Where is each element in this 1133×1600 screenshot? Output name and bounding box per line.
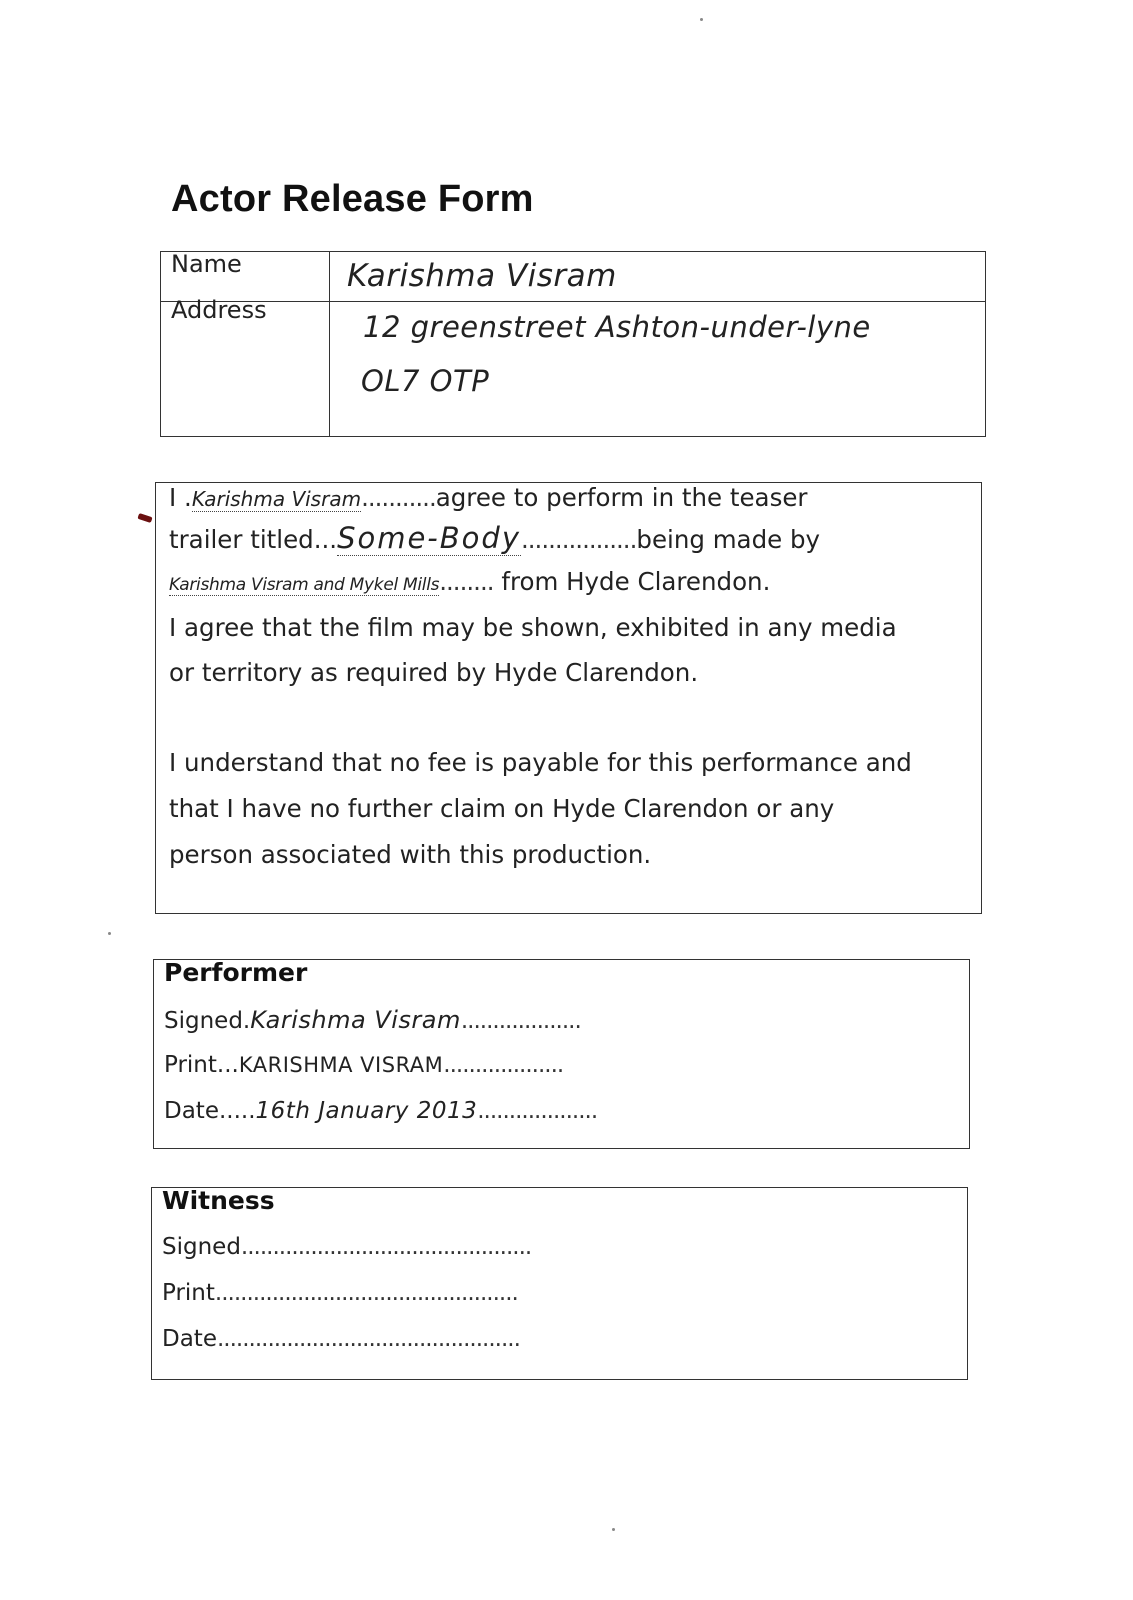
performer-signature[interactable]: Karishma Visram (250, 1006, 461, 1034)
performer-date-dots: ................... (477, 1098, 598, 1124)
agreement-line-2 (169, 521, 820, 555)
name-label: Name (171, 250, 242, 278)
agreement-line-3-dots: ........ (439, 567, 494, 596)
scan-speck (612, 1528, 615, 1531)
agreement-para-3-line-2: that I have no further claim on Hyde Clarendon or any (169, 794, 835, 823)
performer-print-row (164, 1052, 563, 1078)
performer-print-label: Print... (164, 1052, 239, 1078)
address-label: Address (171, 296, 267, 324)
witness-date-label: Date (162, 1326, 217, 1352)
agreement-line-1-prefix: I . (169, 483, 192, 512)
form-title: Actor Release Form (171, 178, 534, 220)
performer-signed-label: Signed. (164, 1008, 251, 1034)
table-divider-vertical (329, 252, 330, 436)
performer-signed-dots: ................... (460, 1008, 581, 1034)
performer-date-value[interactable]: 16th January 2013 (255, 1098, 478, 1124)
witness-signed-dots: .............................................. (240, 1234, 532, 1260)
makers-hand[interactable]: Karishma Visram and Mykel Mills (169, 575, 440, 595)
witness-date-dots: ................................................ (216, 1326, 520, 1352)
agreement-line-3 (169, 567, 770, 596)
ink-mark (137, 513, 152, 523)
witness-print-row[interactable] (162, 1280, 518, 1306)
address-line-2[interactable]: OL7 OTP (361, 364, 490, 398)
name-address-table (160, 251, 986, 437)
trailer-title-hand[interactable]: Some-Body (337, 521, 521, 555)
performer-name-hand[interactable]: Karishma Visram (191, 487, 362, 511)
scan-speck (700, 18, 703, 21)
name-value[interactable]: Karishma Visram (347, 258, 617, 294)
agreement-para-3-line-3: person associated with this production. (169, 840, 652, 869)
agreement-line-1-suffix: agree to perform in the teaser (435, 483, 808, 512)
performer-signed-row (164, 1006, 581, 1034)
witness-box (151, 1187, 968, 1380)
witness-print-dots: ................................................ (214, 1280, 518, 1306)
agreement-line-3-suffix: from Hyde Clarendon. (493, 567, 771, 596)
performer-date-label: Date..... (164, 1098, 256, 1124)
performer-box (153, 959, 970, 1149)
agreement-line-2-prefix: trailer titled... (169, 525, 338, 554)
performer-date-row (164, 1098, 597, 1124)
witness-heading: Witness (162, 1186, 275, 1215)
performer-print-name[interactable]: KARISHMA VISRAM (238, 1053, 444, 1077)
agreement-line-1 (169, 483, 807, 512)
witness-signed-row[interactable] (162, 1234, 531, 1260)
witness-print-label: Print (162, 1280, 215, 1306)
performer-heading: Performer (164, 958, 308, 987)
table-divider-horizontal (161, 301, 985, 302)
agreement-para-2-line-1: I agree that the film may be shown, exhibited in any media (169, 613, 897, 642)
agreement-line-2-dots: ................. (520, 525, 637, 554)
performer-print-dots: ................... (443, 1052, 564, 1078)
address-line-1[interactable]: 12 greenstreet Ashton-under-lyne (363, 310, 871, 344)
witness-signed-label: Signed (162, 1234, 241, 1260)
agreement-para-3-line-1: I understand that no fee is payable for this performance and (169, 748, 912, 777)
scan-speck (108, 932, 111, 935)
agreement-para-2-line-2: or territory as required by Hyde Clarendon. (169, 658, 699, 687)
agreement-line-1-dots: ........... (361, 483, 436, 512)
agreement-line-2-suffix: being made by (636, 525, 821, 554)
witness-date-row[interactable] (162, 1326, 520, 1352)
agreement-box (155, 482, 982, 914)
